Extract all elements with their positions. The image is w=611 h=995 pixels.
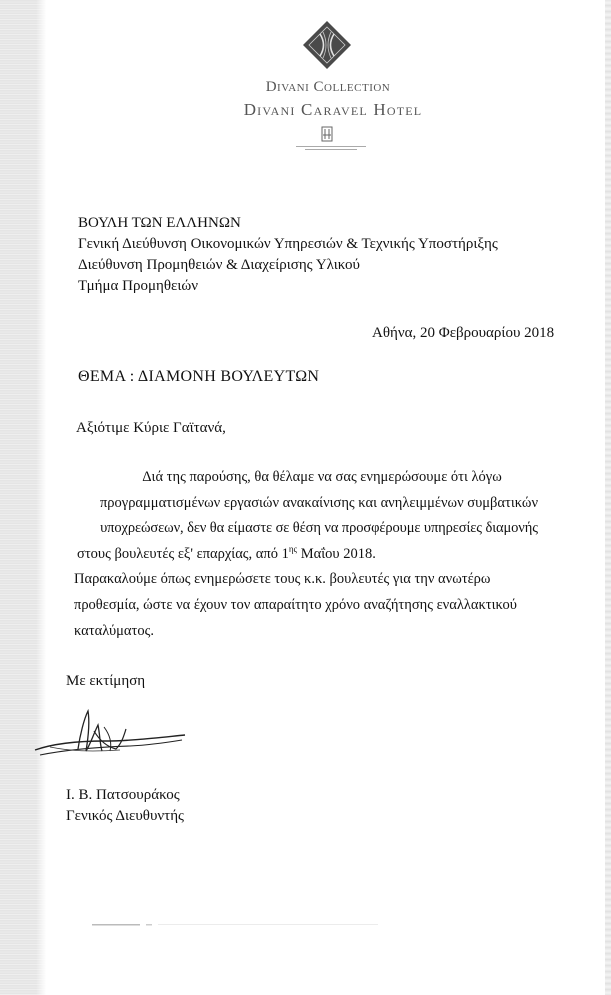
body-line: προγραμματισμένων εργασιών ανακαίνισης και ανηλειμμένων συμβατικών (99, 494, 539, 511)
body-line: προθεσμία, ώστε να έχουν τον απαραίτητο χρόνο αναζήτησης εναλλακτικού (74, 596, 517, 613)
building-crest-icon (321, 126, 333, 142)
footer-fine-print-mark (92, 922, 392, 928)
signer-name: Ι. Β. Πατσουράκος (66, 787, 180, 803)
letterhead-fine-print-mark (296, 144, 366, 154)
signer-block (66, 785, 184, 827)
signer-title: Γενικός Διευθυντής (66, 808, 184, 824)
brand-collection-name: Divani Collection (265, 79, 391, 95)
letter-greeting: Αξιότιμε Κύριε Γαϊτανά, (76, 420, 226, 436)
letter-date: Αθήνα, 20 Φεβρουαρίου 2018 (372, 325, 555, 341)
recipient-line-3: Διεύθυνση Προμηθειών & Διαχείρισης Υλικού (78, 257, 360, 273)
recipient-line-4: Τμήμα Προμηθειών (78, 278, 199, 294)
handwritten-signature (30, 705, 190, 775)
diamond-logo-icon (302, 20, 352, 70)
body-line: Παρακαλούμε όπως ενημερώσετε τους κ.κ. βουλευτές για την ανωτέρω (74, 571, 491, 588)
letter-closing: Με εκτίμηση (66, 673, 146, 689)
body-text-fragment: Μαΐου 2018. (297, 545, 376, 562)
recipient-address-block (78, 213, 578, 297)
letter-subject: ΘΕΜΑ : ΔΙΑΜΟΝΗ ΒΟΥΛΕΥΤΩΝ (78, 368, 320, 385)
body-line: Διά της παρούσης, θα θέλαμε να σας ενημερώσουμε ότι λόγω (142, 469, 502, 485)
recipient-line-2: Γενική Διεύθυνση Οικονομικών Υπηρεσιών & Τεχνικής Υποστήριξης (78, 236, 498, 252)
body-line: υποχρεώσεων, δεν θα είμαστε σε θέση να προσφέρουμε υπηρεσίες διαμονής (100, 520, 538, 537)
body-line: καταλύματος. (74, 622, 154, 639)
body-text-fragment: στους βουλευτές εξ' επαρχίας, από 1 (77, 545, 289, 562)
scan-edge-right (605, 0, 611, 995)
ordinal-suffix: ης (288, 543, 298, 554)
brand-hotel-name: Divani Caravel Hotel (243, 100, 423, 119)
letter-body (74, 465, 564, 644)
recipient-line-1: ΒΟΥΛΗ ΤΩΝ ΕΛΛΗΝΩΝ (78, 215, 241, 231)
scan-edge-left (0, 0, 46, 995)
body-line-with-ordinal (74, 542, 564, 568)
